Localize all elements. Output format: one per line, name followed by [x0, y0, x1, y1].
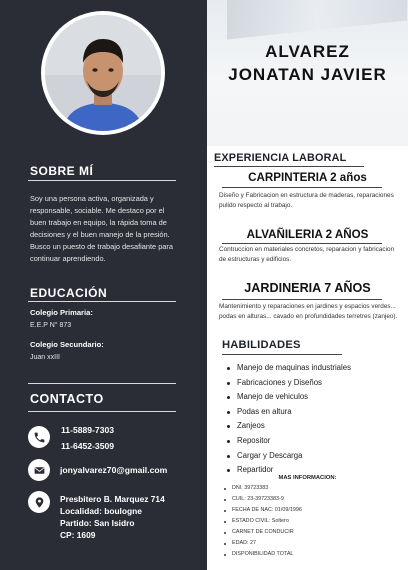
address-locality: Localidad: boulogne [60, 506, 142, 516]
email-icon [28, 459, 50, 481]
about-divider [28, 180, 176, 181]
contact-top-divider [28, 383, 176, 384]
phone-number-1[interactable]: 11-5889-7303 [61, 425, 115, 435]
job-desc-gardening: Mantenimiento y reparaciones en jardines y espacios verdes... podas en alturas... cavado en profundidades terretres (zanjeo). [219, 303, 398, 320]
name-line-1: ALVAREZ [265, 42, 350, 61]
job-divider-gardening [222, 299, 382, 300]
contact-title: CONTACTO [30, 392, 104, 406]
job-divider-masonry [222, 243, 382, 244]
profile-photo [45, 15, 161, 131]
more-info-title: MAS INFORMACION: [278, 475, 337, 481]
more-info-list [224, 483, 302, 560]
more-info-item: FECHA DE NAC: 01/09/1996 [224, 505, 302, 516]
profile-photo-frame [41, 11, 165, 135]
more-info-item: CUIL: 23-39723383-9 [224, 494, 302, 505]
more-info-item: DISPONIBILIDAD TOTAL [224, 549, 302, 560]
education-primary-value: E.E.P N° 873 [30, 322, 72, 329]
more-info-item: CARNET DE CONDUCIR [224, 527, 302, 538]
job-desc-masonry: Contruccion en materiales concretos, reparacion y fabricacion de estructuras y edificios. [219, 246, 395, 263]
job-desc-carpentry: Diseño y Fabricacion en estructura de maderas, reparaciones pulido respecto al trabajo. [219, 192, 394, 209]
experience-title: EXPERIENCIA LABORAL [214, 152, 347, 164]
skill-item: Manejo de maquinas industriales [227, 361, 351, 376]
skills-list [227, 361, 351, 478]
skill-item: Manejo de vehiculos [227, 390, 351, 405]
about-title: SOBRE MÍ [30, 164, 94, 178]
skill-item: Podas en altura [227, 405, 351, 420]
education-primary-label: Colegio Primaria: [30, 308, 93, 317]
more-info-item: DNI: 39723383 [224, 483, 302, 494]
education-secondary-label: Colegio Secundario: [30, 340, 104, 349]
address-postal-code: CP: 1609 [60, 530, 96, 540]
experience-divider [214, 166, 364, 167]
skill-item: Repartidor [227, 463, 351, 478]
person-photo-icon [45, 15, 161, 131]
job-title-gardening: JARDINERIA 7 AÑOS [244, 281, 371, 295]
education-secondary-value: Juan xxIII [30, 354, 60, 361]
address-block [60, 493, 165, 541]
name-line-2: JONATAN JAVIER [228, 65, 387, 84]
more-info-item: EDAD: 27 [224, 538, 302, 549]
skills-title: HABILIDADES [222, 339, 301, 351]
more-info-item: ESTADO CIVIL: Soltero [224, 516, 302, 527]
email-link[interactable]: jonyalvarez70@gmail.com [60, 465, 168, 475]
skill-item: Repositor [227, 434, 351, 449]
phone-number-2[interactable]: 11-6452-3509 [61, 441, 115, 451]
job-divider-carpentry [222, 187, 382, 188]
education-title: EDUCACIÓN [30, 286, 108, 300]
skill-item: Fabricaciones y Diseños [227, 376, 351, 391]
about-text: Soy una persona activa, organizada y responsable, sociable. Me destaco por el buen trabajo en equipo, la rápida toma de decisiones y el buen manejo de la presión. Busco un puesto de trabajo desafiante para continuar aprendiendo. [30, 194, 173, 263]
skills-divider [222, 354, 342, 355]
phone-icon [28, 426, 50, 448]
job-title-carpentry: CARPINTERIA 2 años [248, 171, 367, 184]
job-title-masonry: ALVAÑILERIA 2 AÑOS [246, 228, 369, 241]
location-pin-icon [28, 491, 50, 513]
skill-item: Zanjeos [227, 419, 351, 434]
address-street: Presbitero B. Marquez 714 [60, 494, 165, 504]
address-district: Partido: San Isidro [60, 518, 135, 528]
education-divider [28, 301, 176, 302]
skill-item: Cargar y Descarga [227, 449, 351, 464]
contact-divider [28, 411, 176, 412]
